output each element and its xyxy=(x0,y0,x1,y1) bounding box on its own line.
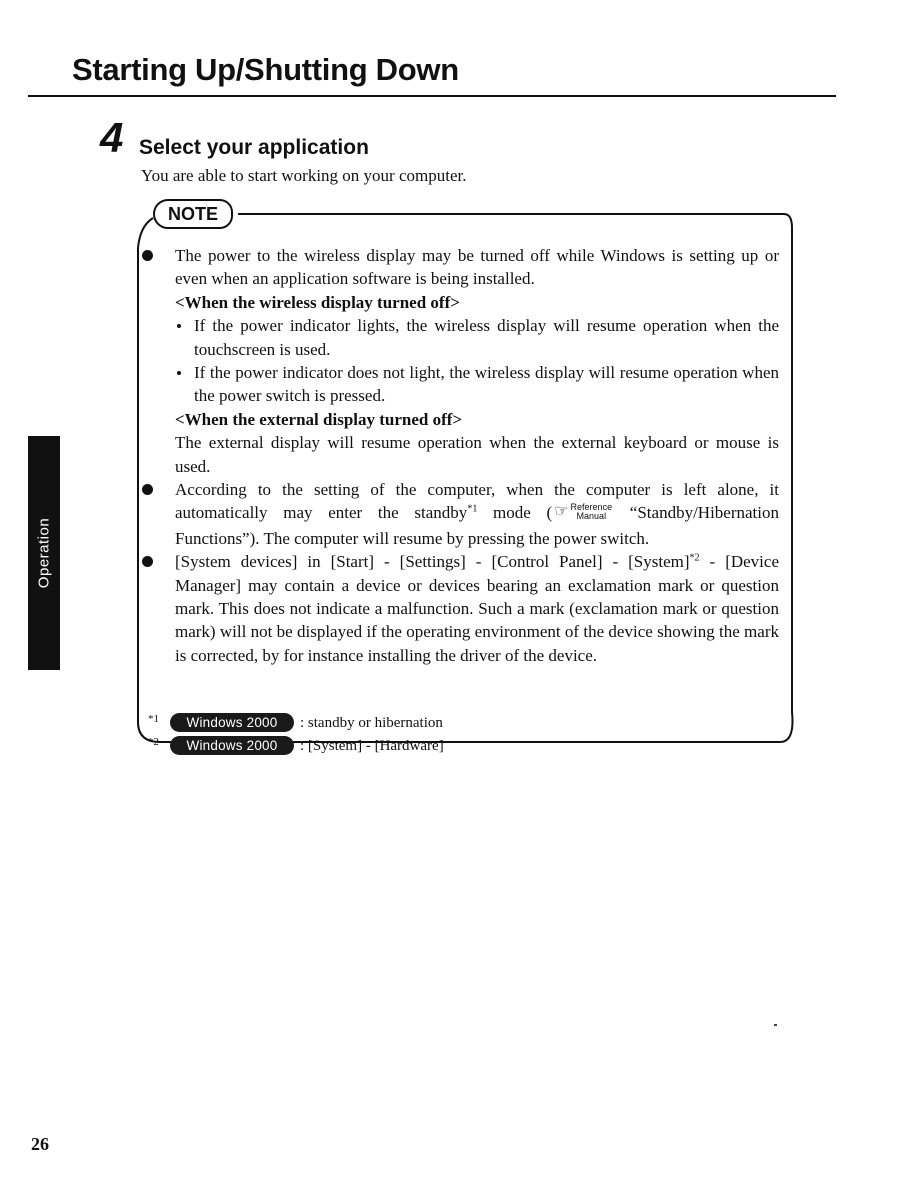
note-bullet-text: The power to the wireless display may be turned off while Windows is setting up or even when an application software is being installed. xyxy=(175,246,779,289)
sub-item-text: If the power indicator does not light, the wireless display will resume operation when the power switch is pressed. xyxy=(194,363,779,406)
sub-bullet-icon xyxy=(177,324,181,328)
page-number: 26 xyxy=(31,1134,49,1154)
note-bullet-text: mode ( xyxy=(477,503,553,523)
sub-item-text: If the power indicator lights, the wireless display will resume operation when the touchscreen is used. xyxy=(194,316,779,359)
footnote-mark: *1 xyxy=(467,503,478,515)
wireless-sub-item-2 xyxy=(175,361,779,408)
note-bullet-text: - [Device Manager] may contain a device or devices bearing an exclamation mark or question mark. This does not indicate a malfunction. Such a mark (exclamation mark or question mark) will not be displayed if the operating environment of the device showing the mark is corrected, by for instance installing the driver of the device. xyxy=(175,552,779,665)
note-bullet-text: “Standby/Hibernation Functions”). The computer will resume by pressing the power switch. xyxy=(175,503,779,548)
note-bullet-standby xyxy=(175,478,779,550)
wireless-sub-item-1 xyxy=(175,314,779,361)
note-bullet-system-devices xyxy=(175,550,779,667)
windows-2000-badge: Windows 2000 xyxy=(170,736,294,755)
wireless-display-heading: <When the wireless display turned off> xyxy=(175,292,460,312)
pointing-hand-icon: ☞ xyxy=(554,503,569,521)
ref-bottom-label: Manual xyxy=(576,511,607,522)
bullet-icon xyxy=(142,250,153,261)
note-bullet-wireless xyxy=(175,244,779,291)
scan-speck xyxy=(774,1024,777,1026)
reference-manual-icon xyxy=(554,499,612,523)
step-number: 4 xyxy=(100,114,124,161)
section-tab-label: Operation xyxy=(35,517,53,589)
footnote-text: : [System] - [Hardware] xyxy=(300,738,444,754)
external-display-heading: <When the external display turned off> xyxy=(175,409,463,429)
footnote-mark: *2 xyxy=(148,736,159,748)
note-bullet-text: According to the setting of the computer, when the computer is left alone, it automatically may enter the standby xyxy=(175,480,779,523)
page-title: Starting Up/Shutting Down xyxy=(72,52,459,87)
footnote-2 xyxy=(148,736,444,756)
footnote-1 xyxy=(148,713,443,733)
footnote-mark: *2 xyxy=(689,552,700,564)
footnote-mark: *1 xyxy=(148,713,159,725)
note-bullet-text: [System devices] in [Start] - [Settings] - [Control Panel] - [System] xyxy=(175,552,690,572)
sub-bullet-icon xyxy=(177,371,181,375)
section-side-tab xyxy=(28,436,60,670)
note-body xyxy=(175,244,779,667)
note-label: NOTE xyxy=(153,199,233,229)
bullet-icon xyxy=(142,484,153,495)
windows-2000-badge: Windows 2000 xyxy=(170,713,294,732)
step-description: You are able to start working on your computer. xyxy=(141,166,467,185)
footnote-text: : standby or hibernation xyxy=(300,715,443,731)
step-heading: Select your application xyxy=(139,136,369,159)
external-display-text: The external display will resume operation when the external keyboard or mouse is used. xyxy=(175,433,779,476)
ref-top-label: Reference xyxy=(570,502,613,513)
